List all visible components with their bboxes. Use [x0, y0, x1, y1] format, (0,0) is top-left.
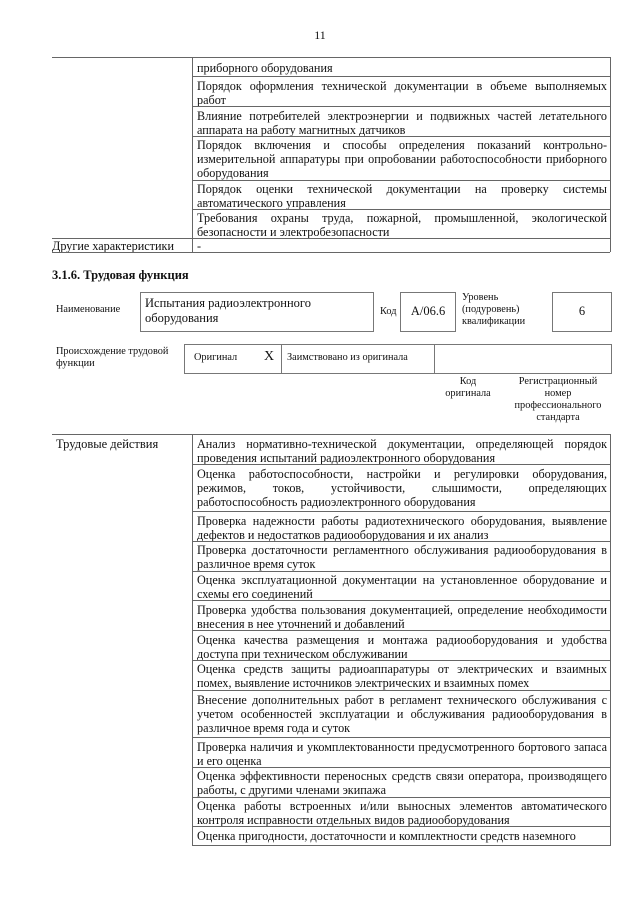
origin-code-box	[434, 344, 612, 374]
table-row: Проверка достаточности регламентного обслуживания радиооборудования в различное время суток	[197, 543, 607, 571]
table-row: Порядок оценки технической документации на проверку системы автоматического управления	[197, 182, 607, 210]
table-row: Проверка надежности работы радиотехнического оборудования, выявление дефектов и недостатков радиооборудования и их анализ	[197, 514, 607, 542]
actions-label: Трудовые действия	[56, 437, 159, 451]
actions-column-divider	[192, 434, 193, 846]
table-row: Оценка работы встроенных и/или выносных элементов автоматического контроля исправности отдельных видов радиооборудования	[197, 799, 607, 827]
qualification-level-label: Уровень (подуровень) квалификации	[462, 292, 526, 327]
table-row: Требования охраны труда, пожарной, промышленной, экологической безопасности и электробезопасности	[197, 211, 607, 239]
table-column-divider	[192, 57, 193, 252]
table-border-bottom	[52, 252, 610, 253]
original-mark: X	[264, 349, 275, 364]
function-name: Испытания радиоэлектронного оборудования	[145, 296, 311, 325]
code-label: Код	[380, 306, 397, 317]
table-row: Оценка качества размещения и монтажа радиооборудования и удобства доступа при техническом обслуживании	[197, 633, 607, 661]
registration-number-label: Регистрационный номер профессионального стандарта	[514, 376, 602, 423]
table-row: Анализ нормативно-технической документации, определяющей порядок проведения испытаний радиоэлектронного оборудования	[197, 437, 607, 465]
table-row: Оценка эксплуатационной документации на установленное оборудование и схемы его соединений	[197, 573, 607, 601]
table-row: Проверка удобства пользования документацией, определение необходимости внесения в нее уточнений и добавлений	[197, 603, 607, 631]
actions-table-top	[52, 434, 610, 435]
table-row: Оценка работоспособности, настройки и регулировки оборудования, режимов, токов, устойчивости, слышимости, определяющих работоспособность радиоэлектронного оборудования	[197, 467, 607, 509]
table-right-border	[610, 57, 611, 252]
table-row: Оценка пригодности, достаточности и комплектности средств наземного	[197, 829, 576, 843]
table-row: Проверка наличия и укомплектованности предусмотренного бортового запаса и его оценка	[197, 740, 607, 768]
table-row: Внесение дополнительных работ в регламент технического обслуживания с учетом особенностей эксплуатации и обслуживания радиооборудования в различное время года и суток	[197, 693, 607, 735]
section-heading: 3.1.6. Трудовая функция	[52, 268, 189, 282]
other-characteristics-value: -	[197, 239, 202, 253]
borrowed-label: Заимствовано из оригинала	[287, 352, 408, 363]
table-border-top	[52, 57, 610, 58]
table-row: приборного оборудования	[197, 61, 333, 75]
original-label: Оригинал	[194, 352, 238, 363]
page-number: 11	[314, 28, 326, 42]
table-row: Оценка средств защиты радиоаппаратуры от электрических и взаимных помех, выявление источников электрических и взаимных помех	[197, 662, 607, 690]
qualification-level-value: 6	[578, 304, 586, 318]
table-row: Влияние потребителей электроэнергии и подвижных частей летательного аппарата на работу магнитных датчиков	[197, 109, 607, 137]
table-row: Порядок включения и способы определения показаний контрольно-измерительной аппаратуры при опробовании работоспособности приборного оборудования	[197, 138, 607, 180]
origin-label: Происхождение трудовой функции	[56, 346, 169, 369]
other-characteristics-label: Другие характеристики	[52, 239, 174, 253]
actions-table-bottom	[192, 845, 610, 846]
table-row: Порядок оформления технической документации в объеме выполняемых работ	[197, 79, 607, 107]
code-original-label: Код оригинала	[445, 376, 491, 399]
actions-right-border	[610, 434, 611, 846]
code-value: А/06.6	[410, 304, 446, 318]
name-label: Наименование	[56, 304, 121, 315]
table-row: Оценка эффективности переносных средств связи оператора, производящего работы, с другими членами экипажа	[197, 769, 607, 797]
